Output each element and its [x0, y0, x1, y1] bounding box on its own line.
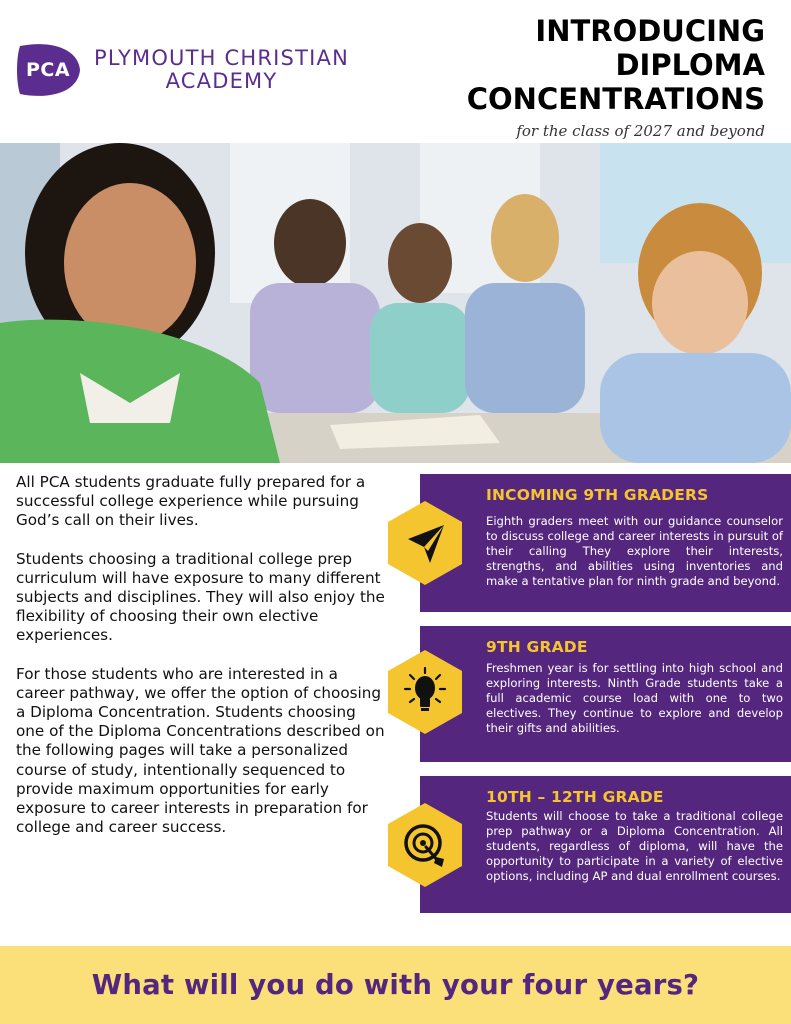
intro-paragraph: Students choosing a traditional college prep curriculum will have exposure to many different subjects and disciplines. They will also enjoy the flexibility of choosing their own elective experiences.	[16, 549, 385, 645]
students-classroom-photo	[0, 143, 791, 463]
target-icon	[386, 801, 464, 889]
card-10th-12th-grade	[420, 776, 791, 913]
card-text: Eighth graders meet with our guidance counselor to discuss college and career interests in pursuit of their calling They explore their interests, strengths, and abilities using inventories and make a tentative plan for ninth grade and beyond.	[486, 514, 783, 588]
card-title: INCOMING 9TH GRADERS	[486, 486, 709, 504]
page-subtitle: for the class of 2027 and beyond	[516, 122, 765, 140]
school-name-line1: PLYMOUTH CHRISTIAN	[94, 46, 349, 70]
card-title: 9TH GRADE	[486, 638, 588, 656]
card-9th-grade	[420, 626, 791, 762]
title-line: DIPLOMA	[615, 48, 765, 82]
title-line: CONCENTRATIONS	[466, 82, 765, 116]
card-text: Students will choose to take a traditional college prep pathway or a Diploma Concentration. All students, regardless of diploma, will have the opportunity to participate in a variety of elective options, including AP and dual enrollment courses.	[486, 809, 783, 883]
headline	[425, 14, 765, 140]
intro-paragraph: For those students who are interested in a career pathway, we offer the option of choosing a Diploma Concentration. Students choosing one of the Diploma Concentrations described on the following pages will take a personalized course of study, intentionally sequenced to provide maximum opportunities for early exposure to career interests in preparation for college and career success.	[16, 664, 385, 837]
page-title	[425, 14, 765, 116]
school-logo	[14, 30, 414, 110]
paper-plane-icon	[386, 499, 464, 587]
intro-paragraph: All PCA students graduate fully prepared for a successful college experience while pursuing God’s call on their lives.	[16, 473, 366, 530]
logo-mark-text: PCA	[25, 59, 71, 81]
school-name-line2: ACADEMY	[165, 69, 278, 93]
intro-text	[16, 473, 388, 856]
lightbulb-icon	[386, 648, 464, 736]
card-text: Freshmen year is for settling into high school and exploring interests. Ninth Grade students take a full academic course load with one to two electives. They continue to explore and develop their gifts and abilities.	[486, 661, 783, 735]
card-incoming-9th	[420, 474, 791, 612]
school-name	[94, 48, 349, 92]
footer-tagline: What will you do with your four years?	[91, 969, 700, 1001]
card-title: 10TH – 12TH GRADE	[486, 788, 664, 806]
footer-banner	[0, 946, 791, 1024]
title-line: INTRODUCING	[535, 14, 765, 48]
pca-logo-mark	[14, 42, 82, 98]
